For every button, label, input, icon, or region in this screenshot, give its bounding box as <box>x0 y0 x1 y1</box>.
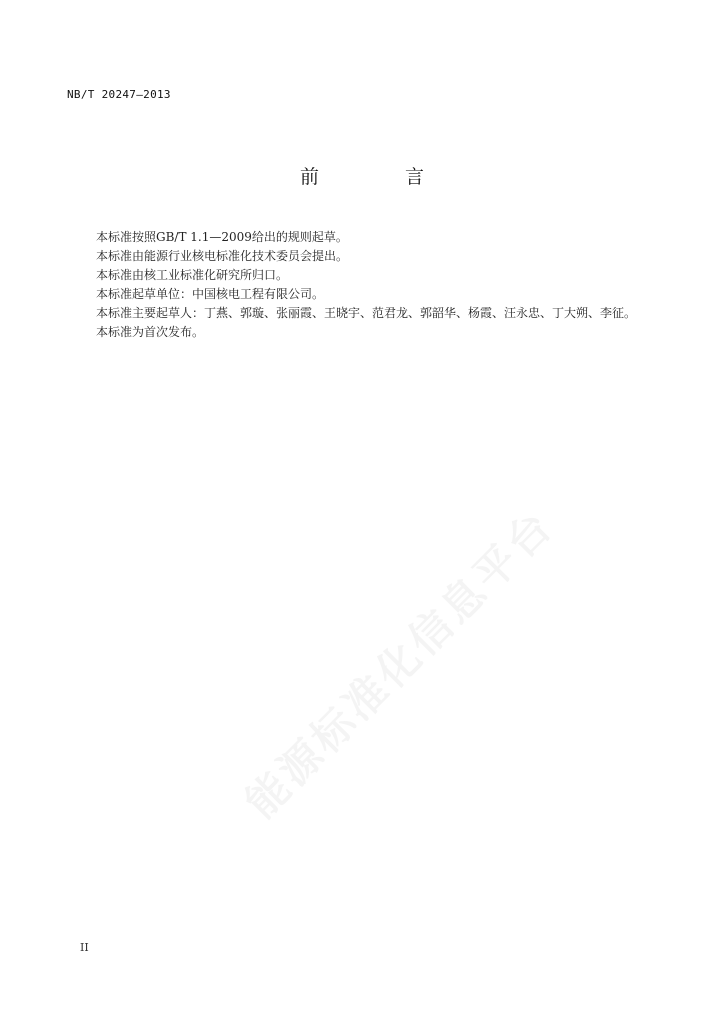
watermark <box>230 490 569 829</box>
page-number: II <box>80 941 89 954</box>
page-title: 前 言 <box>299 166 465 188</box>
paragraph-first-release: 本标准为首次发布。 <box>96 325 205 339</box>
standard-code: NB/T 20247—2013 <box>67 88 171 101</box>
paragraph-proposed-by: 本标准由能源行业核电标准化技术委员会提出。 <box>96 249 349 263</box>
paragraph-drafters: 本标准主要起草人：丁燕、郭璇、张丽霞、王晓宇、范君龙、郭韶华、杨霞、汪永忠、丁大朔、李征。 <box>96 306 637 320</box>
paragraph-centralized-by: 本标准由核工业标准化研究所归口。 <box>96 268 289 282</box>
preface-body <box>67 228 647 342</box>
paragraph-drafting-rules: 本标准按照GB/T 1.1—2009给出的规则起草。 <box>96 230 348 244</box>
paragraph-drafting-unit: 本标准起草单位：中国核电工程有限公司。 <box>96 287 325 301</box>
